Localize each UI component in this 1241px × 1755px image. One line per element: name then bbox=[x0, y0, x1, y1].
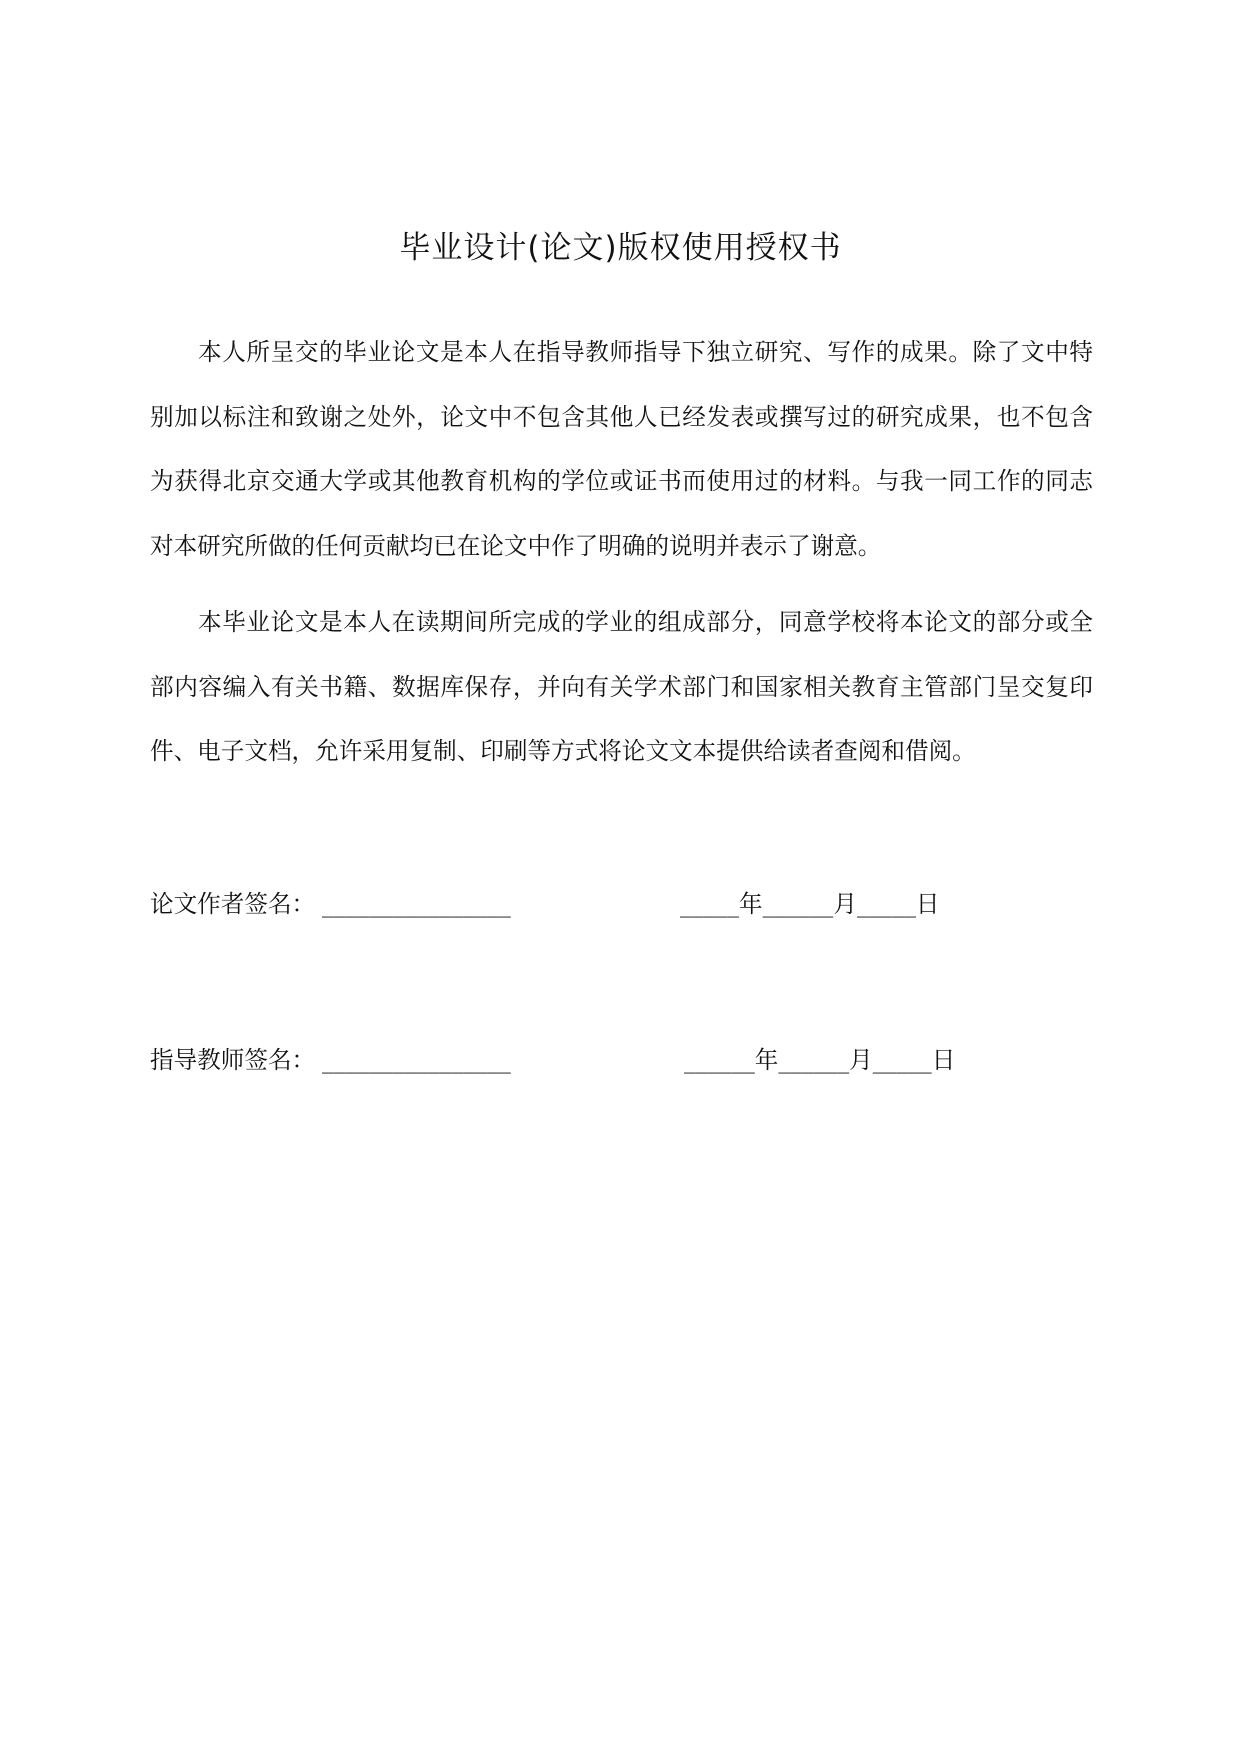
advisor-signature-label: 指导教师签名： bbox=[150, 1046, 316, 1074]
declaration-paragraph: 本人所呈交的毕业论文是本人在指导教师指导下独立研究、写作的成果。除了文中特别加以标注和致谢之处外，论文中不包含其他人已经发表或撰写过的研究成果，也不包含为获得北京交通大学或其他教育机构的学位或证书而使用过的材料。与我一同工作的同志对本研究所做的任何贡献均已在论文中作了明确的说明并表示了谢意。 bbox=[150, 338, 1093, 560]
author-signature-row bbox=[150, 884, 1093, 924]
authorization-paragraph: 本毕业论文是本人在读期间所完成的学业的组成部分，同意学校将本论文的部分或全部内容编入有关书籍、数据库保存，并向有关学术部门和国家相关教育主管部门呈交复印件、电子文档，允许采用复制、印刷等方式将论文文本提供给读者查阅和借阅。 bbox=[150, 608, 1093, 765]
advisor-signature-row bbox=[150, 1040, 1093, 1080]
author-signature-line: ________________ bbox=[322, 890, 511, 918]
document-title: 毕业设计(论文)版权使用授权书 bbox=[399, 230, 842, 266]
advisor-date-field: ______年______月_____日 bbox=[684, 1046, 956, 1074]
author-signature-label: 论文作者签名： bbox=[150, 890, 316, 918]
advisor-signature-line: ________________ bbox=[322, 1046, 511, 1074]
author-date-field: _____年______月_____日 bbox=[680, 890, 940, 918]
